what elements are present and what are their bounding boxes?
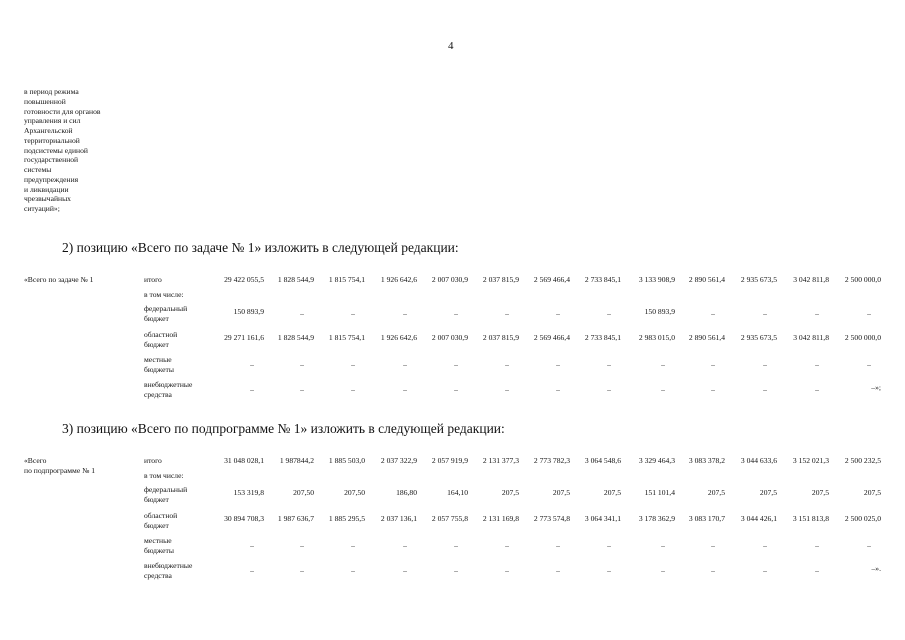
table-cell: 1 885 503,0 — [328, 456, 365, 465]
table-cell: – — [505, 360, 509, 369]
table-cell: – — [454, 360, 458, 369]
table-cell: – — [351, 360, 355, 369]
table-cell: 29 271 161,6 — [224, 333, 264, 342]
row-label: областной — [144, 511, 178, 520]
row-label: итого — [144, 456, 162, 465]
table-cell: 207,5 — [863, 488, 881, 497]
table-cell: 2 890 561,4 — [688, 333, 725, 342]
table-cell: – — [505, 309, 509, 318]
table-cell: 2 037 322,9 — [380, 456, 417, 465]
table-cell: – — [661, 360, 665, 369]
fragment-line: ситуаций»; — [24, 204, 60, 213]
table-cell: 2 773 782,3 — [533, 456, 570, 465]
row-title: «Всего по задаче № 1 — [24, 275, 94, 284]
table-cell: – — [454, 541, 458, 550]
table-cell: 2 983 015,0 — [638, 333, 675, 342]
table-cell: 2 500 025,0 — [844, 514, 881, 523]
table-cell: – — [607, 360, 611, 369]
table-cell: – — [250, 566, 254, 575]
table-cell: 207,5 — [501, 488, 519, 497]
row-label: итого — [144, 275, 162, 284]
table-cell: – — [556, 566, 560, 575]
table-cell: 2 131 169,8 — [482, 514, 519, 523]
page-number: 4 — [448, 40, 454, 52]
table-cell: – — [454, 566, 458, 575]
row-label: бюджеты — [144, 546, 174, 555]
fragment-line: предупреждения — [24, 174, 79, 184]
table-cell: 3 329 464,3 — [638, 456, 675, 465]
row-label: внебюджетные — [144, 561, 193, 570]
table-cell: 207,5 — [603, 488, 621, 497]
table-cell: – — [351, 566, 355, 575]
table-cell: 207,50 — [293, 488, 314, 497]
table-cell: 2 007 030,9 — [431, 333, 468, 342]
table-cell: – — [454, 309, 458, 318]
table-cell: 2 733 845,1 — [584, 275, 621, 284]
fragment-line: управления и сил — [24, 116, 81, 126]
table-cell: – — [300, 385, 304, 394]
fragment-line: подсистемы единой — [24, 145, 88, 155]
table-cell: 2 131 377,3 — [482, 456, 519, 465]
table-cell: 3 083 170,7 — [688, 514, 725, 523]
table-cell: – — [763, 566, 767, 575]
row-label: федеральный — [144, 485, 188, 494]
table-cell: 2 007 030,9 — [431, 275, 468, 284]
table-cell: – — [351, 541, 355, 550]
table-cell: 207,5 — [707, 488, 725, 497]
table-cell: – — [556, 541, 560, 550]
fragment-line: Архангельской — [24, 126, 73, 135]
table-cell: – — [661, 541, 665, 550]
table-cell: – — [607, 541, 611, 550]
table-cell: – — [815, 360, 819, 369]
row-label: федеральный — [144, 304, 188, 313]
table-cell: – — [403, 385, 407, 394]
table-cell: 2 037 815,9 — [482, 333, 519, 342]
table-cell: 2 057 755,8 — [431, 514, 468, 523]
row-label: средства — [144, 390, 172, 399]
table-cell: – — [250, 385, 254, 394]
table-cell: 1 828 544,9 — [277, 333, 314, 342]
table-cell: 2 890 561,4 — [688, 275, 725, 284]
table-cell: 2 569 466,4 — [533, 333, 570, 342]
row-label: бюджет — [144, 495, 169, 504]
table-cell: 1 926 642,6 — [380, 275, 417, 284]
table-cell: 2 500 000,0 — [844, 275, 881, 284]
table-cell: 207,5 — [759, 488, 777, 497]
fragment-line: и ликвидации — [24, 184, 69, 194]
table-cell: 2 733 845,1 — [584, 333, 621, 342]
table-cell: 2 935 673,5 — [740, 275, 777, 284]
table-cell: – — [815, 309, 819, 318]
table-cell: 2 569 466,4 — [533, 275, 570, 284]
table-cell: – — [505, 541, 509, 550]
table-cell: – — [763, 385, 767, 394]
fragment-line: системы — [24, 165, 52, 174]
table-cell: –»; — [871, 383, 881, 392]
table-cell: 2 037 815,9 — [482, 275, 519, 284]
table-cell: – — [711, 309, 715, 318]
section-heading-2: 3) позицию «Всего по подпрограмме № 1» изложить в следующей редакции: — [62, 421, 505, 436]
funding-table-task-1 — [0, 275, 905, 415]
table-cell: 1 815 754,1 — [328, 333, 365, 342]
row-label: областной — [144, 330, 178, 339]
table-cell: 207,5 — [811, 488, 829, 497]
table-cell: 2 500 000,0 — [844, 333, 881, 342]
table-cell: – — [763, 541, 767, 550]
table-cell: – — [505, 566, 509, 575]
fragment-line: повышенной — [24, 96, 66, 106]
table-cell: 3 044 633,6 — [740, 456, 777, 465]
table-cell: 150 893,9 — [233, 307, 264, 316]
table-cell: – — [403, 360, 407, 369]
row-title: по подпрограмме № 1 — [24, 466, 96, 475]
table-cell: – — [250, 360, 254, 369]
table-cell: 3 064 548,6 — [584, 456, 621, 465]
table-cell: –». — [871, 564, 881, 573]
table-cell: – — [556, 360, 560, 369]
fragment-line: государственной — [24, 155, 79, 165]
table-cell: 164,10 — [447, 488, 468, 497]
row-label: внебюджетные — [144, 380, 193, 389]
table-cell: – — [607, 566, 611, 575]
table-cell: 29 422 055,5 — [224, 275, 264, 284]
table-cell: – — [815, 566, 819, 575]
table-cell: – — [815, 541, 819, 550]
table-cell: 3 152 021,3 — [792, 456, 829, 465]
table-cell: 3 083 378,2 — [688, 456, 725, 465]
table-cell: – — [711, 385, 715, 394]
table-cell: 1 987 636,7 — [277, 514, 314, 523]
previous-row-fragment — [24, 87, 134, 214]
table-cell: – — [815, 385, 819, 394]
fragment-line: чрезвычайных — [24, 194, 71, 204]
row-label: местные — [144, 536, 172, 545]
table-cell: 1 828 544,9 — [277, 275, 314, 284]
fragment-line: в период режима — [24, 87, 79, 96]
row-label: в том числе: — [144, 290, 184, 299]
table-cell: 1 815 754,1 — [328, 275, 365, 284]
table-cell: – — [505, 385, 509, 394]
row-label: в том числе: — [144, 471, 184, 480]
table-cell: – — [454, 385, 458, 394]
table-cell: – — [711, 360, 715, 369]
fragment-line: готовности для органов — [24, 106, 101, 116]
table-cell: 1 885 295,5 — [328, 514, 365, 523]
table-cell: 3 133 908,9 — [638, 275, 675, 284]
table-cell: – — [403, 541, 407, 550]
table-cell: – — [403, 566, 407, 575]
table-cell: 207,50 — [344, 488, 365, 497]
table-cell: 3 178 362,9 — [638, 514, 675, 523]
table-cell: 31 048 028,1 — [224, 456, 264, 465]
section-heading-1: 2) позицию «Всего по задаче № 1» изложить в следующей редакции: — [62, 240, 459, 255]
table-cell: 3 064 341,1 — [584, 514, 621, 523]
table-cell: – — [556, 385, 560, 394]
table-cell: 2 935 673,5 — [740, 333, 777, 342]
table-cell: – — [300, 541, 304, 550]
row-label: бюджеты — [144, 365, 174, 374]
table-cell: 1 987844,2 — [279, 456, 314, 465]
table-cell: – — [351, 385, 355, 394]
table-cell: 2 500 232,5 — [844, 456, 881, 465]
table-cell: 2 057 919,9 — [431, 456, 468, 465]
table-cell: – — [300, 566, 304, 575]
table-cell: 186,80 — [396, 488, 417, 497]
fragment-line: территориальной — [24, 135, 80, 145]
table-cell: 151 101,4 — [644, 488, 675, 497]
table-cell: 207,5 — [552, 488, 570, 497]
table-cell: – — [300, 360, 304, 369]
table-cell: – — [351, 309, 355, 318]
table-cell: – — [250, 541, 254, 550]
table-cell: – — [867, 541, 871, 550]
funding-table-subprogram-1 — [0, 456, 905, 596]
table-cell: – — [763, 309, 767, 318]
table-cell: – — [711, 541, 715, 550]
row-label: бюджет — [144, 521, 169, 530]
table-cell: 153 319,8 — [233, 488, 264, 497]
table-cell: 3 042 811,8 — [793, 275, 829, 284]
table-cell: 30 894 708,3 — [224, 514, 264, 523]
table-cell: – — [300, 309, 304, 318]
table-cell: – — [661, 566, 665, 575]
table-cell: – — [711, 566, 715, 575]
table-cell: – — [403, 309, 407, 318]
table-cell: – — [867, 360, 871, 369]
table-cell: 3 044 426,1 — [740, 514, 777, 523]
table-cell: – — [556, 309, 560, 318]
table-cell: – — [661, 385, 665, 394]
table-cell: – — [607, 309, 611, 318]
table-cell: 1 926 642,6 — [380, 333, 417, 342]
table-cell: 150 893,9 — [644, 307, 675, 316]
table-cell: – — [867, 309, 871, 318]
row-title: «Всего — [24, 456, 47, 465]
table-cell: – — [607, 385, 611, 394]
table-cell: 2 037 136,1 — [380, 514, 417, 523]
row-label: бюджет — [144, 340, 169, 349]
row-label: средства — [144, 571, 172, 580]
table-cell: 3 042 811,8 — [793, 333, 829, 342]
table-cell: 3 151 813,8 — [792, 514, 829, 523]
row-label: местные — [144, 355, 172, 364]
row-label: бюджет — [144, 314, 169, 323]
table-cell: 2 773 574,8 — [533, 514, 570, 523]
table-cell: – — [763, 360, 767, 369]
